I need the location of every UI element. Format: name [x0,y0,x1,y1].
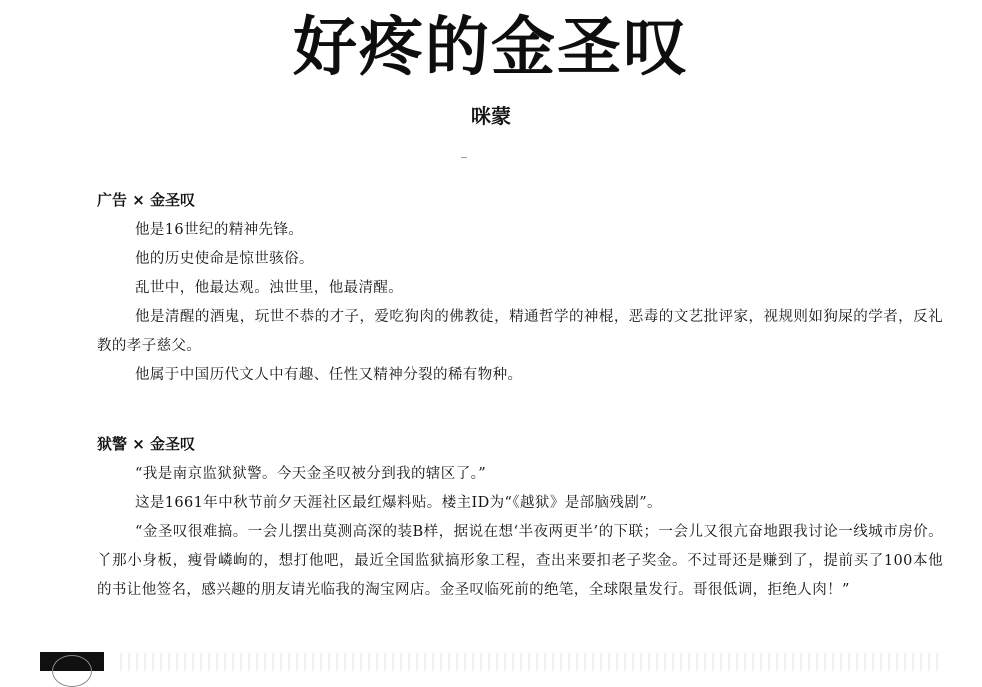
paragraph: “金圣叹很难搞。一会儿摆出莫测高深的装B样，据说在想‘半夜两更半’的下联；一会儿又很亢奋地跟我讨论一线城市房价。丫那小身板，瘦骨嶙峋的，想打他吧，最近全国监狱搞形象工程，查出来要扣老子奖金。不过哥还是赚到了，提前买了100本他的书让他签名，感兴趣的朋友请光临我的淘宝网店。金圣叹临死前的绝笔，全球限量发行。哥很低调，拒绝人肉！” [97,524,943,598]
circle-icon [52,655,92,687]
paragraph: 乱世中，他最达观。浊世里，他最清醒。 [135,280,404,296]
paragraph: 他的历史使命是惊世骇俗。 [135,251,314,267]
paragraph: “我是南京监狱狱警。今天金圣叹被分到我的辖区了。” [135,466,487,482]
section-prison-guard [97,432,943,605]
paragraph: 这是1661年中秋节前夕天涯社区最红爆料贴。楼主ID为“《越狱》是部脑残剧”。 [135,495,662,511]
section-heading: 狱警 × 金圣叹 [97,435,196,453]
scan-artifact-block [40,652,104,671]
paragraph: 他是清醒的酒鬼，玩世不恭的才子，爱吃狗肉的佛教徒，精通哲学的神棍，恶毒的文艺批评家，视规则如狗屎的学者，反礼教的孝子慈父。 [97,309,943,354]
scan-speck [461,157,467,158]
article-title: 好疼的金圣叹 [293,11,689,85]
section-heading: 广告 × 金圣叹 [97,191,196,209]
cut-off-text-line [114,653,944,671]
section-ad [97,188,943,390]
article-author: 咪蒙 [471,104,511,128]
paragraph: 他是16世纪的精神先锋。 [135,222,304,238]
paragraph: 他属于中国历代文人中有趣、任性又精神分裂的稀有物种。 [135,367,523,383]
